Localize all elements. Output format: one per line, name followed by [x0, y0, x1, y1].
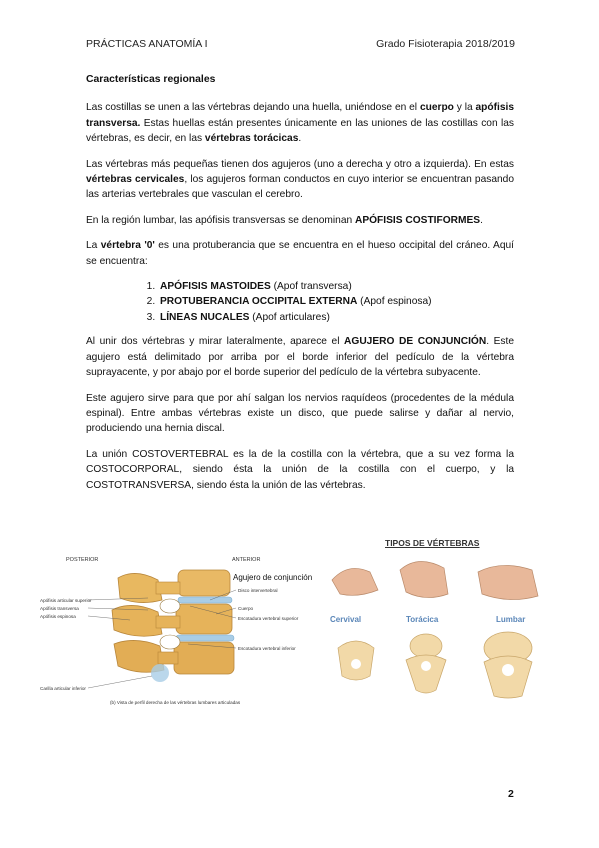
type-label-cervical: Cervival: [330, 615, 362, 624]
label-carilla-inferior: Carilla articular inferior: [40, 686, 86, 691]
label-cuerpo: Cuerpo: [238, 606, 254, 611]
page-content: [86, 72, 514, 503]
intervertebral-disc: [176, 635, 234, 641]
paragraph-foramen: Al unir dos vértebras y mirar lateralmente, aparece el AGUJERO DE CONJUNCIÓN. Este agujero está delimitado por arriba por el borde inferior del pedículo de la vértebra suprayacente, y por abajo por el borde superior del pedículo de la vértebra subyacente.: [86, 336, 515, 379]
thoracic-lateral: [400, 561, 448, 597]
label-escotadura-superior: Escotadura vertebral superior: [238, 616, 299, 621]
type-label-toracica: Torácica: [406, 615, 439, 624]
figure-caption: (b) Vista de perfil derecha de las vértebras lumbares articuladas: [110, 700, 241, 705]
inferior-facet-highlight: [151, 664, 169, 682]
label-escotadura-inferior: Escotadura vertebral inferior: [238, 646, 296, 651]
pedicle: [156, 616, 180, 628]
vertebral-body: [174, 642, 234, 674]
lumbar-lateral-figure: [40, 548, 315, 708]
paragraph-costovertebral: La unión COSTOVERTEBRAL es la de la costilla con la vértebra, que a su vez forma la COSTOCORPORAL, siendo ésta la unión de la costilla con el cuerpo, y la COSTOTRANSVERSA, siendo ésta la unión de las vértebras.: [86, 448, 514, 491]
annotation-agujero: Agujero de conjunción: [233, 573, 313, 582]
spinous-process: [112, 605, 162, 636]
tipos-title: TIPOS DE VÉRTEBRAS: [385, 538, 480, 548]
cervical-lateral: [332, 568, 378, 595]
paragraph-lumbar: En la región lumbar, las apófisis transversas se denominan APÓFISIS COSTIFORMES.: [86, 214, 483, 226]
paragraph-ribs: Las costillas se unen a las vértebras dejando una huella, uniéndose en el cuerpo y la apófisis transversa. Estas huellas están presentes únicamente en las uniones de las costillas con las vértebras, es decir, en las vértebras torácicas.: [86, 102, 514, 145]
lumbar-lateral: [478, 565, 538, 599]
label-apofisis-espinosa: Apófisis espinosa: [40, 614, 76, 619]
thoracic-superior: [406, 634, 446, 693]
list-item: 1. APÓFISIS MASTOIDES (Apof transversa): [158, 279, 514, 294]
vertebral-body: [176, 604, 232, 634]
intervertebral-foramen: [160, 635, 180, 649]
intervertebral-disc: [178, 597, 232, 603]
cervical-superior: [338, 641, 374, 680]
pedicle: [158, 652, 178, 664]
intervertebral-foramen: [160, 599, 180, 613]
figure-posterior-label: POSTERIOR: [66, 557, 99, 563]
paragraph-nerves: Este agujero sirve para que por ahí salgan los nervios raquídeos (procedentes de la médula espinal). Entre ambas vértebras existe un disco, que puede salirse y dañar al nervio, produciendo una hernia discal.: [86, 392, 514, 435]
header-right: Grado Fisioterapia 2018/2019: [376, 38, 515, 50]
list-item: 2. PROTUBERANCIA OCCIPITAL EXTERNA (Apof espinosa): [158, 294, 514, 309]
list-item: 3. LÍNEAS NUCALES (Apof articulares): [158, 310, 514, 325]
label-articular-superior: Apófisis articular superior: [40, 598, 92, 603]
figure-anterior-label: ANTERIOR: [232, 557, 261, 563]
section-title: Características regionales: [86, 74, 216, 85]
lumbar-superior: [484, 632, 532, 698]
label-apofisis-transversa: Apófisis transversa: [40, 606, 79, 611]
type-label-lumbar: Lumbar: [496, 615, 526, 624]
paragraph-cervical: Las vértebras más pequeñas tienen dos agujeros (uno a derecha y otro a izquierda). En estas vértebras cervicales, los agujeros forman conductos en cuyo interior se encuentran pasando las arterias vertebrales que vasculan el cerebro.: [86, 158, 514, 201]
pedicle: [156, 582, 180, 594]
structures-list: [86, 279, 514, 325]
vertebra-types-figure: [318, 550, 563, 700]
paragraph-vertebra-zero: La vértebra '0' es una protuberancia que se encuentra en el hueso occipital del cráneo. Aquí se encuentra:: [86, 240, 514, 267]
page-number: 2: [508, 788, 514, 800]
vertebral-body: [178, 570, 230, 596]
label-disco: Disco intervertebral: [238, 588, 278, 593]
header-left: PRÁCTICAS ANATOMÍA I: [86, 38, 208, 50]
